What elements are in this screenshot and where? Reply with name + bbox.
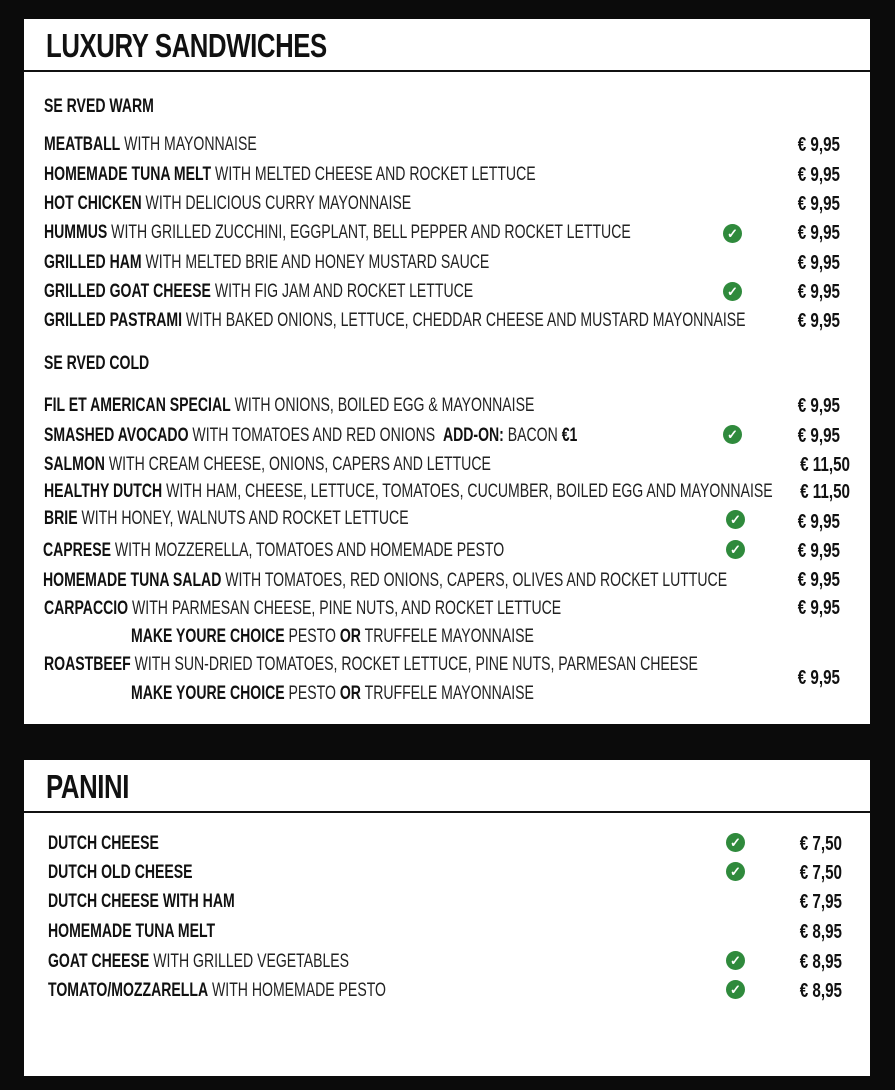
menu-item-caprese <box>43 539 504 563</box>
item-name: DUTCH CHEESE WITH HAM <box>48 891 235 912</box>
item-price: € 9,95 <box>797 569 840 591</box>
item-price: € 7,95 <box>799 891 842 913</box>
menu-item-dutch-old-cheese <box>48 861 193 885</box>
menu-item-goat-cheese <box>48 950 349 974</box>
item-name: FIL ET AMERICAN SPECIAL <box>44 395 231 416</box>
item-description: WITH GRILLED VEGETABLES <box>153 951 350 972</box>
item-description: WITH MOZZERELLA, TOMATOES AND HOMEMADE PESTO <box>114 540 505 561</box>
menu-item-grilled-ham <box>44 251 489 275</box>
item-description: WITH BAKED ONIONS, LETTUCE, CHEDDAR CHEESE AND MUSTARD MAYONNAISE <box>185 310 746 331</box>
item-price: € 7,50 <box>799 862 842 884</box>
item-price: € 9,95 <box>797 310 840 332</box>
addon-label: ADD-ON: <box>442 425 504 446</box>
item-description: WITH MELTED BRIE AND HONEY MUSTARD SAUCE <box>145 252 490 273</box>
item-description: WITH MAYONNAISE <box>124 134 257 155</box>
served-warm-heading: SE RVED WARM <box>44 96 154 117</box>
item-name: DUTCH OLD CHEESE <box>48 862 193 883</box>
item-description: WITH DELICIOUS CURRY MAYONNAISE <box>145 193 412 214</box>
item-description: WITH ONIONS, BOILED EGG & MAYONNAISE <box>234 395 535 416</box>
item-description: WITH GRILLED ZUCCHINI, EGGPLANT, BELL PEPPER AND ROCKET LETTUCE <box>111 222 631 243</box>
item-price: € 9,95 <box>797 252 840 274</box>
item-price: € 9,95 <box>797 540 840 562</box>
item-name: GRILLED GOAT CHEESE <box>44 281 211 302</box>
item-name: HEALTHY DUTCH <box>44 481 163 502</box>
item-description: WITH TOMATOES AND RED ONIONS <box>192 425 436 446</box>
menu-item-smashed-avocado <box>44 424 577 448</box>
item-description: WITH FIG JAM AND ROCKET LETTUCE <box>214 281 474 302</box>
choice-or: OR <box>339 626 361 647</box>
item-price: € 8,95 <box>799 921 842 943</box>
vegetarian-leaf-icon: ✓ <box>723 425 742 444</box>
menu-item-meatball <box>44 133 257 157</box>
item-name: GRILLED HAM <box>44 252 142 273</box>
section-title-luxury-sandwiches: LUXURY SANDWICHES <box>46 27 327 64</box>
item-name: HOT CHICKEN <box>44 193 142 214</box>
item-description: WITH HONEY, WALNUTS AND ROCKET LETTUCE <box>81 508 409 529</box>
item-name: CARPACCIO <box>44 598 129 619</box>
addon-price: €1 <box>561 425 578 446</box>
menu-item-homemade-tuna-salad <box>43 569 727 593</box>
choice-label: MAKE YOURE CHOICE <box>131 683 285 704</box>
item-description: WITH HOMEMADE PESTO <box>212 980 386 1001</box>
vegetarian-leaf-icon: ✓ <box>723 224 742 243</box>
item-price: € 9,95 <box>797 425 840 447</box>
vegetarian-leaf-icon: ✓ <box>726 833 745 852</box>
menu-item-tomato-mozzarella <box>48 979 386 1003</box>
menu-item-homemade-tuna-melt <box>48 920 215 944</box>
menu-item-healthy-dutch <box>44 480 773 504</box>
item-price: € 9,95 <box>797 281 840 303</box>
item-name: SMASHED AVOCADO <box>44 425 189 446</box>
title-divider <box>24 70 870 72</box>
item-price: € 9,95 <box>797 164 840 186</box>
menu-item-grilled-goat-cheese <box>44 280 473 304</box>
roastbeef-choice-line <box>131 682 534 706</box>
choice-or: OR <box>339 683 361 704</box>
vegetarian-leaf-icon: ✓ <box>723 282 742 301</box>
item-name: GRILLED PASTRAMI <box>44 310 182 331</box>
item-price: € 8,95 <box>799 980 842 1002</box>
item-description: WITH PARMESAN CHEESE, PINE NUTS, AND ROCKET LETTUCE <box>132 598 562 619</box>
item-name: HOMEMADE TUNA MELT <box>48 921 216 942</box>
menu-item-salmon <box>44 453 491 477</box>
item-description: WITH MELTED CHEESE AND ROCKET LETTUCE <box>215 164 536 185</box>
menu-item-roastbeef <box>44 653 698 677</box>
item-name: DUTCH CHEESE <box>48 833 159 854</box>
section-title-panini: PANINI <box>46 768 129 805</box>
choice-option-pesto: PESTO <box>288 626 336 647</box>
menu-item-hummus <box>44 221 631 245</box>
menu-item-dutch-cheese-with-ham <box>48 890 235 914</box>
menu-item-carpaccio <box>44 597 561 621</box>
menu-item-brie <box>44 507 409 531</box>
choice-label: MAKE YOURE CHOICE <box>131 626 285 647</box>
item-name: CAPRESE <box>43 540 111 561</box>
title-divider <box>24 811 870 813</box>
item-name: GOAT CHEESE <box>48 951 150 972</box>
item-price: € 9,95 <box>797 222 840 244</box>
item-description: WITH SUN-DRIED TOMATOES, ROCKET LETTUCE, PINE NUTS, PARMESAN CHEESE <box>134 654 698 675</box>
item-description: WITH CREAM CHEESE, ONIONS, CAPERS AND LETTUCE <box>108 454 491 475</box>
menu-item-homemade-tuna-melt <box>44 163 536 187</box>
item-price: € 9,95 <box>797 134 840 156</box>
luxury-sandwiches-panel <box>24 19 870 724</box>
menu-item-dutch-cheese <box>48 832 159 856</box>
item-price: € 9,95 <box>797 667 840 689</box>
item-name: TOMATO/MOZZARELLA <box>48 980 209 1001</box>
vegetarian-leaf-icon: ✓ <box>726 540 745 559</box>
panini-panel <box>24 760 870 1076</box>
item-name: BRIE <box>44 508 78 529</box>
choice-option-pesto: PESTO <box>288 683 336 704</box>
vegetarian-leaf-icon: ✓ <box>726 951 745 970</box>
item-name: SALMON <box>44 454 105 475</box>
item-price: € 7,50 <box>799 833 842 855</box>
item-price: € 11,50 <box>800 481 850 503</box>
addon-text: BACON <box>507 425 558 446</box>
item-price: € 9,95 <box>797 511 840 533</box>
item-name: HOMEMADE TUNA SALAD <box>43 570 222 591</box>
item-description: WITH HAM, CHEESE, LETTUCE, TOMATOES, CUCUMBER, BOILED EGG AND MAYONNAISE <box>166 481 773 502</box>
menu-item-grilled-pastrami <box>44 309 746 333</box>
vegetarian-leaf-icon: ✓ <box>726 510 745 529</box>
item-price: € 9,95 <box>797 395 840 417</box>
menu-item-filet-american-special <box>44 394 534 418</box>
served-cold-heading: SE RVED COLD <box>44 353 150 374</box>
item-name: ROASTBEEF <box>44 654 131 675</box>
vegetarian-leaf-icon: ✓ <box>726 862 745 881</box>
item-name: HUMMUS <box>44 222 108 243</box>
choice-option-truffle: TRUFFELE MAYONNAISE <box>364 683 534 704</box>
item-price: € 8,95 <box>799 951 842 973</box>
item-price: € 11,50 <box>800 454 850 476</box>
item-description: WITH TOMATOES, RED ONIONS, CAPERS, OLIVES AND ROCKET LUTTUCE <box>225 570 728 591</box>
choice-option-truffle: TRUFFELE MAYONNAISE <box>364 626 534 647</box>
item-price: € 9,95 <box>797 597 840 619</box>
vegetarian-leaf-icon: ✓ <box>726 980 745 999</box>
carpaccio-choice-line <box>131 625 534 649</box>
menu-item-hot-chicken <box>44 192 411 216</box>
item-name: HOMEMADE TUNA MELT <box>44 164 212 185</box>
item-price: € 9,95 <box>797 193 840 215</box>
item-name: MEATBALL <box>44 134 121 155</box>
